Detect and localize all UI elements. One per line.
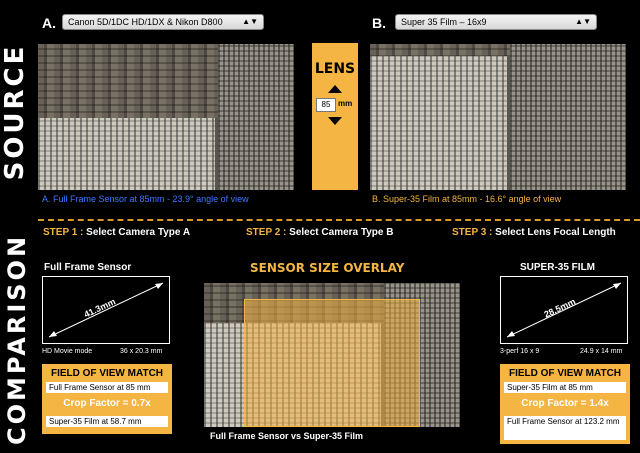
- camera-a-selected-value: Canon 5D/1DC HD/1DX & Nikon D800: [68, 17, 223, 27]
- step-1-number: STEP 1 :: [43, 227, 84, 238]
- fov-b-crop-factor: Crop Factor = 1.4x: [521, 398, 609, 409]
- camera-a-caption: A. Full Frame Sensor at 85mm - 23.9° angle of view: [42, 194, 249, 204]
- overlay-title: SENSOR SIZE OVERLAY: [250, 261, 405, 275]
- fov-b-line1: Super-35 Film at 85 mm: [504, 382, 626, 393]
- fov-match-a-panel: [42, 364, 172, 434]
- camera-b-letter: B.: [372, 15, 386, 31]
- comparison-side-label: COMPARISON: [3, 233, 31, 445]
- lens-panel: [312, 43, 358, 190]
- step-2: [246, 227, 393, 238]
- lens-up-arrow-icon[interactable]: [328, 85, 342, 93]
- sensor-b-title: SUPER-35 FILM: [520, 262, 596, 273]
- fov-b-title: FIELD OF VIEW MATCH: [508, 368, 622, 379]
- camera-b-select[interactable]: [395, 14, 597, 30]
- fov-a-line2: Super-35 Film at 58.7 mm: [46, 416, 168, 427]
- lens-down-arrow-icon[interactable]: [328, 117, 342, 125]
- camera-b-selected-value: Super 35 Film – 16x9: [401, 17, 487, 27]
- fov-a-title: FIELD OF VIEW MATCH: [50, 368, 164, 379]
- step-2-number: STEP 2 :: [246, 227, 287, 238]
- camera-b-caption: B. Super-35 Film at 85mm - 16.6° angle of view: [372, 194, 562, 204]
- lens-unit: mm: [338, 99, 353, 108]
- step-2-text: Select Camera Type B: [289, 227, 394, 238]
- super35-overlay-region: [244, 299, 420, 427]
- overlay-caption: Full Frame Sensor vs Super-35 Film: [210, 431, 364, 441]
- fov-a-line1: Full Frame Sensor at 85 mm: [46, 382, 168, 393]
- sensor-a-title: Full Frame Sensor: [44, 262, 132, 273]
- step-1: [43, 227, 190, 238]
- select-arrows-icon: ▲▼: [575, 17, 591, 26]
- select-arrows-icon: ▲▼: [242, 17, 258, 26]
- sensor-b-mode: 3-perf 16 x 9: [500, 348, 540, 355]
- sensor-overlay-image: [204, 283, 460, 427]
- fov-a-crop-factor: Crop Factor = 0.7x: [63, 398, 151, 409]
- camera-b-preview-image: [370, 44, 626, 190]
- step-3-text: Select Lens Focal Length: [495, 227, 616, 238]
- fov-b-line2: Full Frame Sensor at 123.2 mm: [504, 416, 626, 440]
- sensor-a-diagonal-label: 41.3mm: [82, 296, 118, 320]
- camera-a-preview-image: [38, 44, 294, 190]
- step-1-text: Select Camera Type A: [86, 227, 191, 238]
- sensor-a-mode: HD Movie mode: [42, 348, 93, 355]
- source-side-label: SOURCE: [0, 43, 30, 181]
- camera-a-select[interactable]: [62, 14, 264, 30]
- lens-focal-length-input[interactable]: 85: [316, 98, 336, 112]
- fov-match-b-panel: [500, 364, 630, 444]
- step-3-number: STEP 3 :: [452, 227, 493, 238]
- sensor-b-diagonal-label: 28.5mm: [542, 296, 578, 320]
- sensor-b-frame: [500, 276, 628, 344]
- sensor-a-frame: [42, 276, 170, 344]
- camera-a-letter: A.: [42, 15, 56, 31]
- sensor-a-dims: 36 x 20.3 mm: [120, 348, 163, 355]
- sensor-b-dims: 24.9 x 14 mm: [580, 348, 623, 355]
- lens-title: LENS: [314, 61, 356, 77]
- section-divider: [38, 219, 640, 221]
- step-3: [452, 227, 616, 238]
